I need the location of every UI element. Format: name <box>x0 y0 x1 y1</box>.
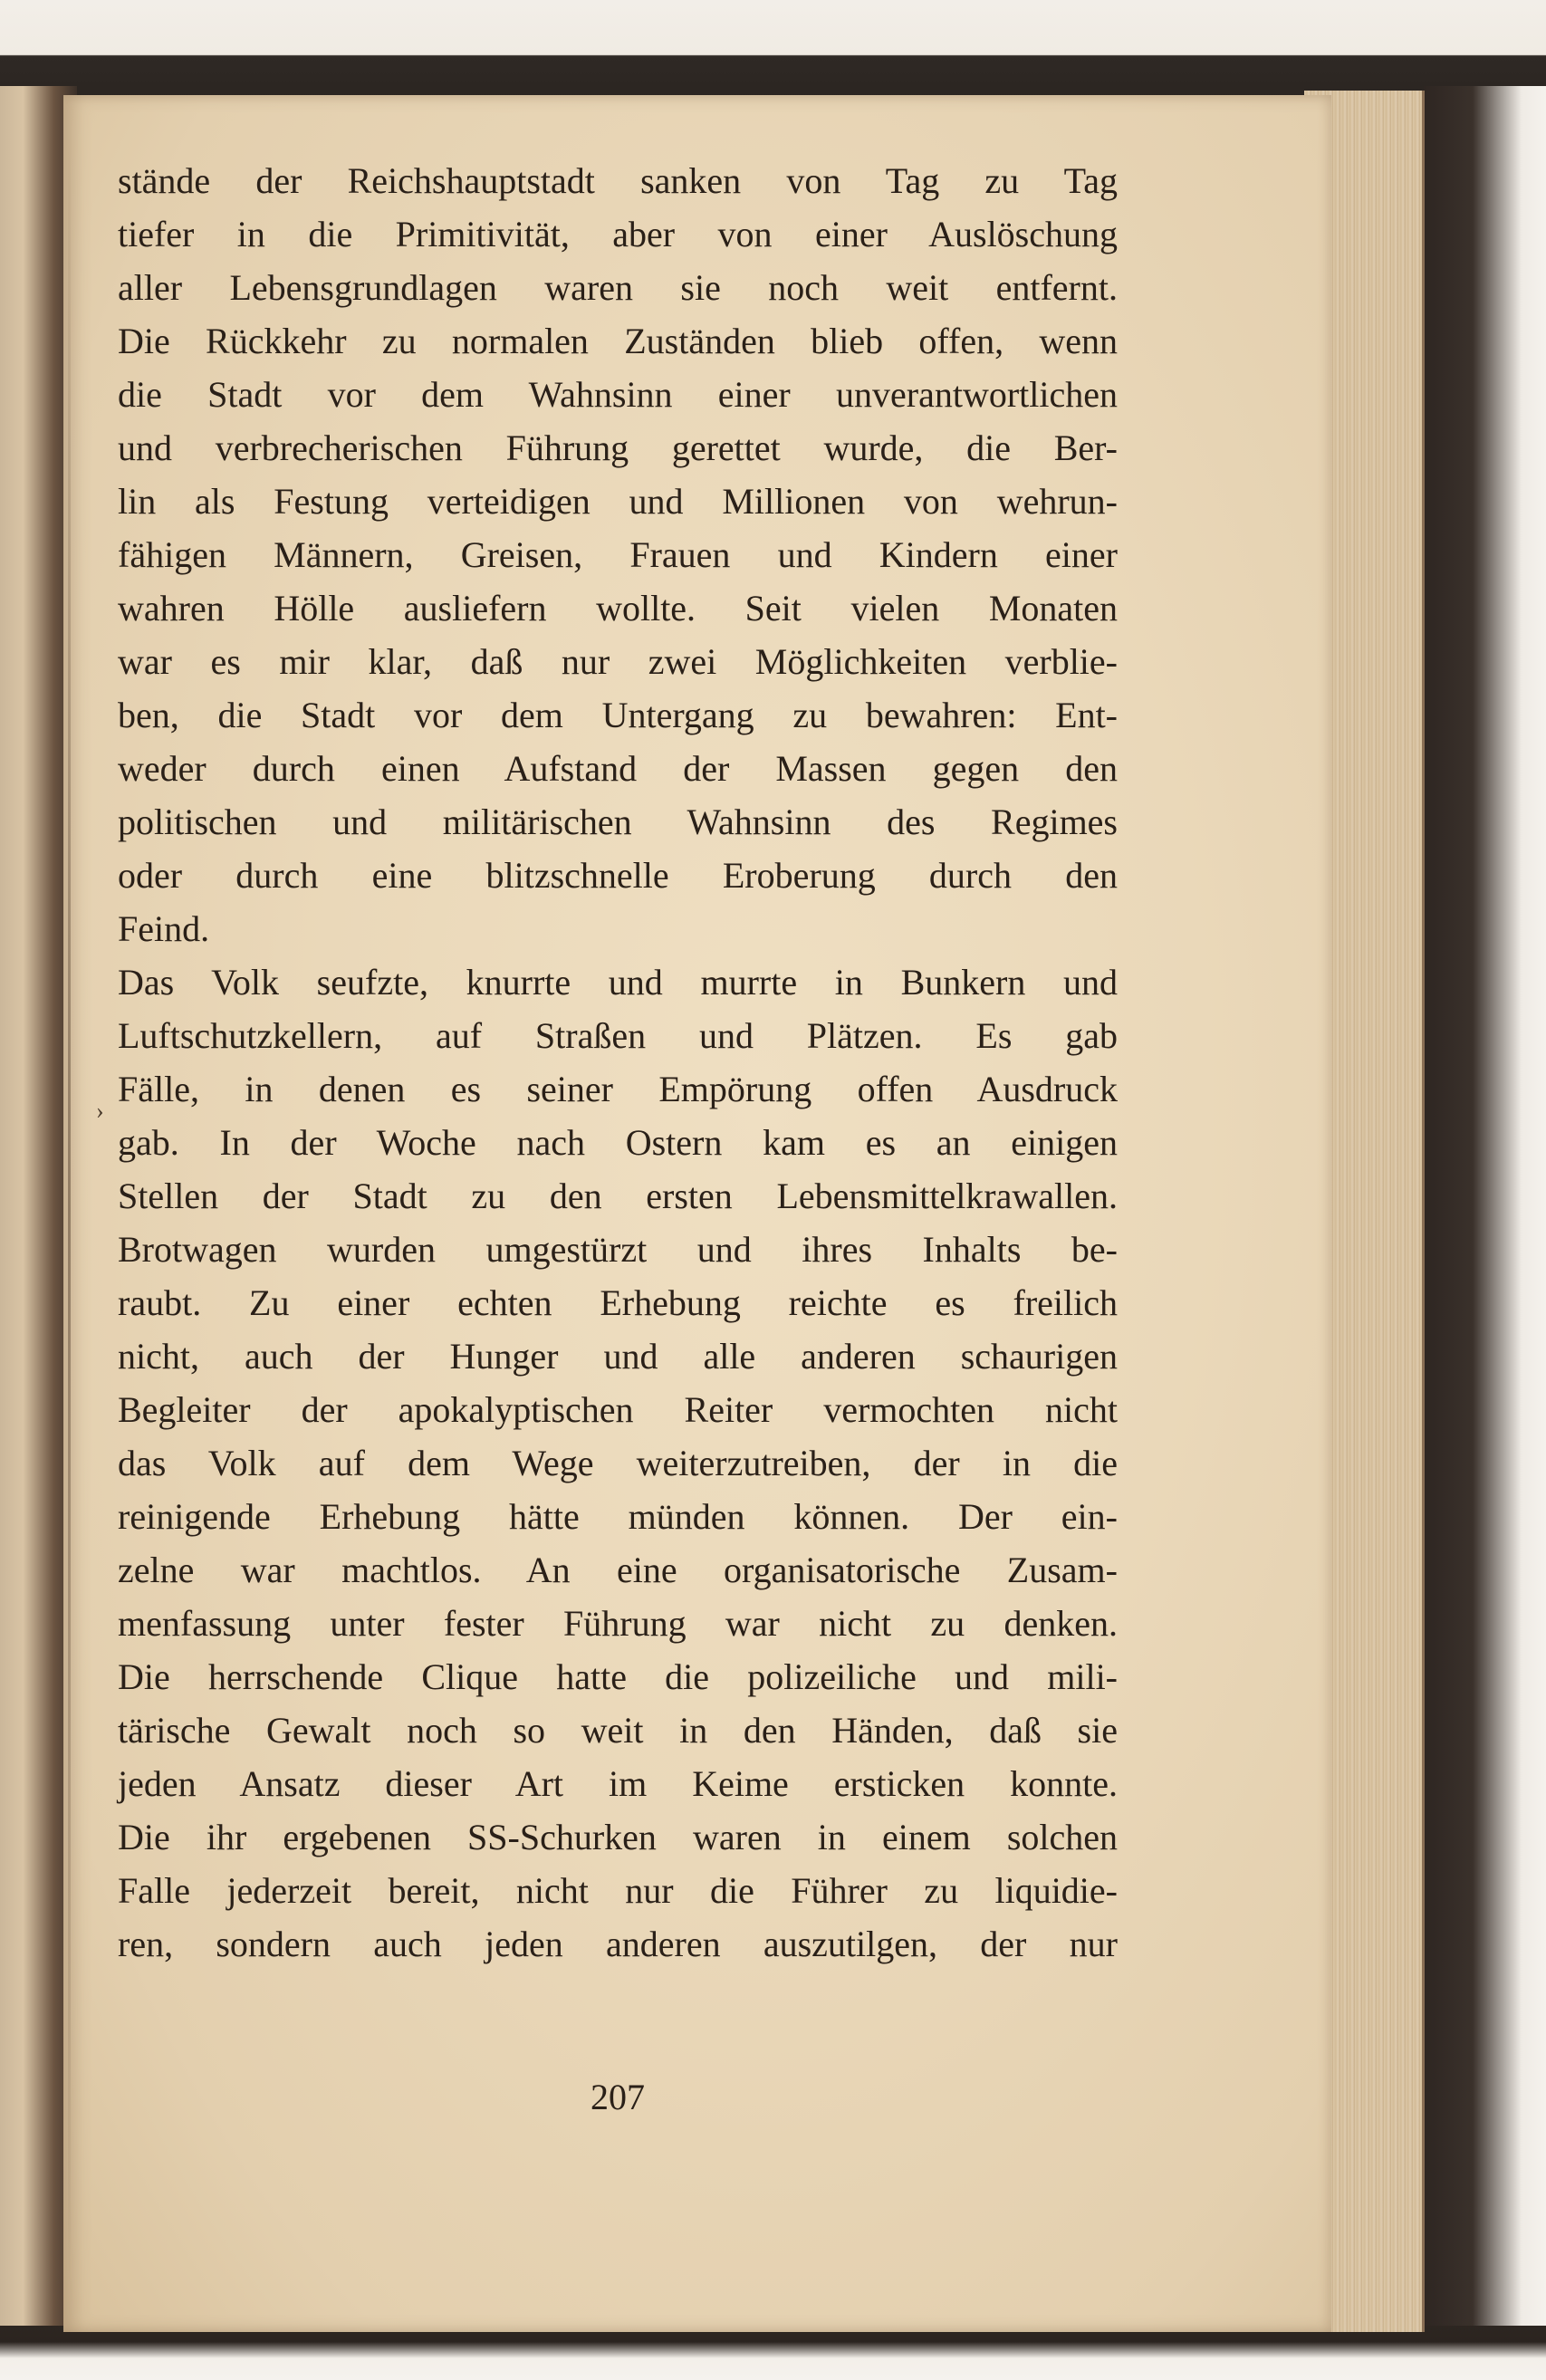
text-line: das Volk auf dem Wege weiterzutreiben, der in die <box>118 1443 1118 1483</box>
book-cover-top-edge <box>0 0 1546 100</box>
text-line: die Stadt vor dem Wahnsinn einer unverantwortlichen <box>118 374 1118 415</box>
text-line: Brotwagen wurden umgestürzt und ihres Inhalts be- <box>118 1229 1118 1270</box>
text-line: menfassung unter fester Führung war nicht zu denken. <box>118 1603 1118 1644</box>
text-line: Falle jederzeit bereit, nicht nur die Führer zu liquidie- <box>118 1870 1118 1911</box>
text-line: aller Lebensgrundlagen waren sie noch weit entfernt. <box>118 267 1118 308</box>
text-line: weder durch einen Aufstand der Massen gegen den <box>118 748 1118 789</box>
text-line: wahren Hölle ausliefern wollte. Seit vielen Monaten <box>118 588 1118 629</box>
text-line: lin als Festung verteidigen und Millionen von wehrun- <box>118 481 1118 522</box>
text-line: raubt. Zu einer echten Erhebung reichte es freilich <box>118 1282 1118 1323</box>
text-line: Begleiter der apokalyptischen Reiter vermochten nicht <box>118 1389 1118 1430</box>
page-number: 207 <box>591 2077 645 2117</box>
gutter-shadow <box>68 131 71 2287</box>
text-line: Die Rückkehr zu normalen Zuständen blieb offen, wenn <box>118 321 1118 361</box>
margin-mark: › <box>96 1098 104 1124</box>
text-line: Die herrschende Clique hatte die polizeiliche und mili- <box>118 1656 1118 1697</box>
text-line: oder durch eine blitzschnelle Eroberung durch den <box>118 855 1118 896</box>
text-line: gab. In der Woche nach Ostern kam es an einigen <box>118 1122 1118 1163</box>
text-line: ben, die Stadt vor dem Untergang zu bewahren: Ent- <box>118 695 1118 735</box>
text-line: Feind. <box>118 908 210 949</box>
text-line: war es mir klar, daß nur zwei Möglichkeiten verblie- <box>118 641 1118 682</box>
body-text <box>118 154 1118 1971</box>
text-line: Stellen der Stadt zu den ersten Lebensmittelkrawallen. <box>118 1176 1118 1216</box>
text-line: Die ihr ergebenen SS-Schurken waren in einem solchen <box>118 1817 1118 1857</box>
book-cover-bottom-edge <box>0 2326 1546 2380</box>
text-line: ren, sondern auch jeden anderen auszutilgen, der nur <box>118 1924 1118 1964</box>
text-line: politischen und militärischen Wahnsinn des Regimes <box>118 801 1118 842</box>
text-line: tärische Gewalt noch so weit in den Händen, daß sie <box>118 1710 1118 1751</box>
text-line: und verbrecherischen Führung gerettet wurde, die Ber- <box>118 427 1118 468</box>
text-line: stände der Reichshauptstadt sanken von Tag zu Tag <box>118 160 1118 201</box>
text-line: zelne war machtlos. An eine organisatorische Zusam- <box>118 1550 1118 1590</box>
text-line: fähigen Männern, Greisen, Frauen und Kindern einer <box>118 534 1118 575</box>
text-line: nicht, auch der Hunger und alle anderen schaurigen <box>118 1336 1118 1377</box>
book-cover-right-edge <box>1424 86 1546 2380</box>
text-line: Fälle, in denen es seiner Empörung offen Ausdruck <box>118 1069 1118 1109</box>
text-line: reinigende Erhebung hätte münden können. Der ein- <box>118 1496 1118 1537</box>
text-line: Luftschutzkellern, auf Straßen und Plätzen. Es gab <box>118 1015 1118 1056</box>
text-line: Das Volk seufzte, knurrte und murrte in Bunkern und <box>118 962 1118 1003</box>
text-line: tiefer in die Primitivität, aber von einer Auslöschung <box>118 214 1118 254</box>
text-line: jeden Ansatz dieser Art im Keime ersticken konnte. <box>118 1763 1118 1804</box>
